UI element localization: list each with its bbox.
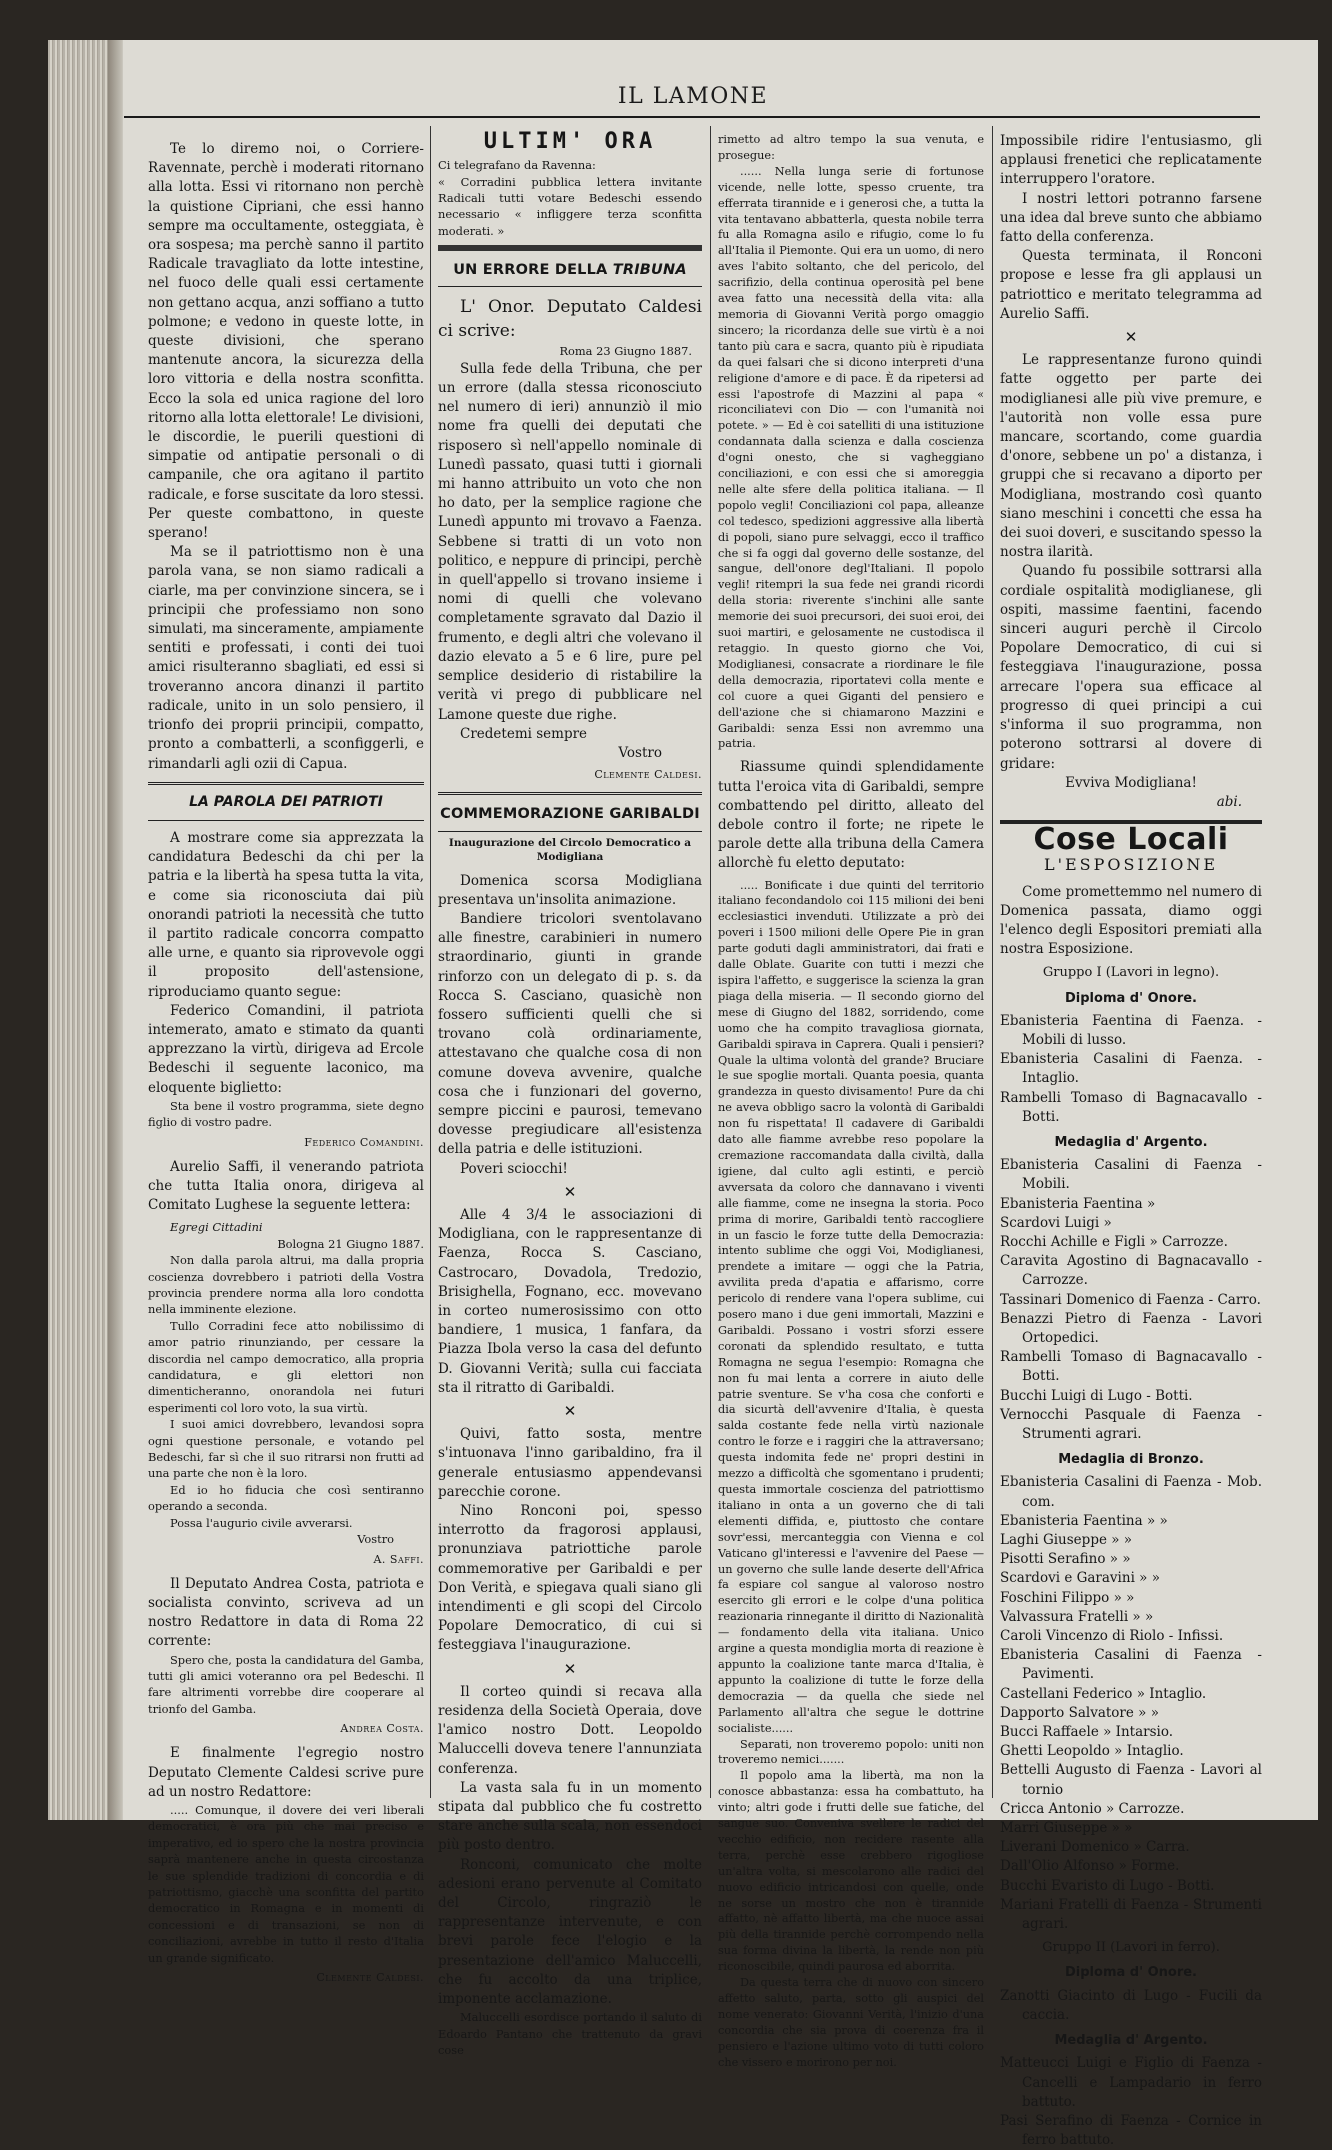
letter-paragraph: I suoi amici dovrebbero, levandosi sopra ogni questione personale, e votando pel Bedeschi, far sì che il suo ritrarsi non frutti ad una parte che non è la loro. xyxy=(148,1417,424,1481)
column-4 xyxy=(1000,132,1262,2150)
cross-separator-icon: ✕ xyxy=(563,1402,577,1420)
quote: Sta bene il vostro programma, siete degno figlio di vostro padre. xyxy=(148,1098,424,1130)
award-entry: Ghetti Leopoldo » Intaglio. xyxy=(1000,1743,1184,1760)
speech-quote: ..... Bonificate i due quinti del territorio italiano fecondandolo coi 115 milioni dei beni ecclesiastici invenduti. Utilizzate a prò dei poveri i 1500 milioni delle Opere Pie in gran parte goduti dagli amministratori, dai frati e dalle Oblate. Guarite con tutti i mezzi che ispira l'affetto, e suggerisce la scienza la gran piaga della miseria. — Il secondo giorno del mese di Giugno del 1882, sorridendo, come uomo che ha compito travagliosa giornata, Garibaldi spirava in Caprera. Quali i pensieri? Quale la ultima volontà del grande? Bruciare le sue spoglie mortali. Quanta poesia, quanta grandezza in questo divisamento! Pure da chi ne aveva obbligo sacro la volontà di Garibaldi non fu rispettata! Il cadavere di Garibaldi dato alle fiamme avrebbe reso popolare la cremazione raccomandata dalla civiltà, dalla igiene, dal culto agli estinti, e perciò avversata da coloro che dannavano i viventi alle fiamme, come ne insegna la storia. Poco prima di morire, Garibaldi tentò raccogliere in un fascio le forze tutte della Democrazia: intento sublime che oggi Voi, Modiglianesi, prendete a imitare — oggi che la Patria, avvilita preda d'apatia e affarismo, corre pericolo di rendere vana l'opera sublime, cui posero mano i due geni immortali, Mazzini e Garibaldi. Possano i vostri sforzi essere coronati da splendido resultato, e tutta Romagna ne segua l'esempio: Romagna che non fu mai lenta a correre in aiuto delle patrie sventure. Se v'ha cosa che conforti e dia sicurtà dell'avvenire d'Italia, è questa salda costante fede nella virtù nazionale contro le forze e i raggiri che la attraversano; questa indomita fede ne' propri destini in mezzo a difficoltà che sgomentano i prudenti; questa immortale coscienza del patriottismo italiano in onta a un governo che di tali elementi diffida, e, piuttosto che contare sovr'essi, mercanteggia con Vienna e col Vaticano gl'interessi e l'avvenire del Paese — un governo che sulle lande deserte dell'Africa fa espiare col sangue al valoroso nostro esercito gli errori e le colpe d'una politica reazionaria rinnegante il diritto di Nazionalità — fondamento della vita italiana. Unico argine a questa mondiglia morta di reazione è appunto la coalizione tante marca d'Italia, è appunto la coalizione di tutte le forze della democrazia — da quella che siede nel Parlamento all'altra che segue le dottrine socialiste...... xyxy=(718,878,984,1735)
article-paragraph: Federico Comandini, il patriota intemerato, amato e stimato da quanti apprezzano la virtù, dirigeva ad Ercole Bedeschi il seguente laconico, ma eloquente biglietto: xyxy=(148,1002,424,1096)
article-paragraph: Riassume quindi splendidamente tutta l'eroica vita di Garibaldi, sempre combattendo pel diritto, alleato del debole contro il forte; ne ripete le parole dette alla tribuna della Camera allorchè fu eletto deputato: xyxy=(718,759,984,872)
award-entry: Caravita Agostino di Bagnacavallo - Carrozze. xyxy=(1000,1253,1262,1289)
heading-text: UN ERRORE DELLA xyxy=(453,262,613,279)
article-paragraph: rimetto ad altro tempo la sua venuta, e prosegue: xyxy=(718,133,984,162)
column-2 xyxy=(438,129,702,2059)
article-paragraph: Questa terminata, il Ronconi propose e lesse fra gli applausi un patriottico e meritato telegramma ad Aurelio Saffi. xyxy=(1000,248,1262,322)
article-paragraph: Alle 4 3/4 le associazioni di Modigliana, con le rappresentanze di Faenza, Rocca S. Casciano, Castrocaro, Dovadola, Tredozio, Brisighella, Fognano, ecc. movevano in corteo numerosissimo con otto bandiere, 1 musica, 1 fanfara, da Piazza Ibola verso la casa del defunto D. Giovanni Verità; sulla cui facciata sta il ritratto di Garibaldi. xyxy=(438,1206,702,1396)
article-paragraph: Bandiere tricolori sventolavano alle finestre, carabinieri in numero straordinario, giunti in grande rinforzo con un delegato di p. s. da Rocca S. Casciano, quasichè non fossero sufficienti quelli che si trovano colà ordinariamente, attestavano che qualche cosa di non comune doveva avvenire, qualche cosa che i funzionari del governo, sempre piccini e paurosi, temevano dovesse pregiudicare all'esistenza della patria e delle istituzioni. xyxy=(438,910,702,1158)
award-entry: Caroli Vincenzo di Riolo - Infissi. xyxy=(1000,1628,1224,1645)
award-entry: Rambelli Tomaso di Bagnacavallo - Botti. xyxy=(1000,1349,1262,1385)
letter-paragraph: Tullo Corradini fece atto nobilissimo di amor patrio rinunziando, per cessare la discordia nel campo democratico, alla propria candidatura, e gli elettori non dimenticheranno, onorandola nei futuri esperimenti col loro voto, la sua virtù. xyxy=(148,1318,424,1415)
column-3 xyxy=(718,132,984,2071)
article-paragraph: La vasta sala fu in un momento stipata dal pubblico che fu costretto stare anche sulla scala, non essendoci più posto dentro. xyxy=(438,1779,702,1854)
quote: ..... Comunque, il dovere dei veri liberali democratici, è ora più che mai preciso e imperativo, ed io spero che la nostra provincia saprà mantenere anche in questa circostanza le sue splendide tradizioni di concordia e di patriottismo, giacchè una sconfitta del partito democratico in Romagna e in momenti di concessioni e di transazioni, se non di conciliazioni, avrebbe in tutto il resto d'Italia un grande significato. xyxy=(148,1802,424,1965)
article-paragraph: Il corteo quindi si recava alla residenza della Società Operaia, dove l'amico nostro Dott. Leopoldo Maluccelli doveva tenere l'annunziata conferenza. xyxy=(438,1683,702,1777)
heading-cose-locali: Cose Locali xyxy=(1033,822,1229,858)
award-entry: Matteucci Luigi e Figlio di Faenza - Cancelli e Lampadario in ferro battuto. xyxy=(1000,2055,1262,2110)
award-entry: Vernocchi Pasquale di Faenza - Strumenti agrari. xyxy=(1000,1406,1262,1442)
award-entry: Zanotti Giacinto di Lugo - Fucili da caccia. xyxy=(1000,1987,1262,2023)
award-entry: Ebanisteria Casalini di Faenza - Pavimenti. xyxy=(1000,1647,1262,1683)
article-paragraph: Impossibile ridire l'entusiasmo, gli applausi frenetici che replicatamente interruppero l'oratore. xyxy=(1000,133,1262,188)
award-entry: Ebanisteria Casalini di Faenza - Mobili. xyxy=(1000,1157,1262,1193)
article-paragraph: Sulla fede della Tribuna, che per un errore (dalla stessa riconosciuto nel numero di ieri) annunziò il mio nome fra quelli dei deputati che risposero sì nell'appello nominale di Lunedì passato, quasi tutti i giornali mi hanno attribuito un voto che non ho dato, per la semplice ragione che Lunedì appunto mi trovavo a Faenza. Sebbene si tratti di un voto non politico, e neppure di principi, perchè in quell'appello si trovano insieme i nomi di quelli che volevano completamente sgravato dal Dazio il frumento, e degli altri che volevano il dazio elevato a 5 e 6 lire, pure pel semplice desiderio di ristabilire la verità vi prego di pubblicare nel Lamone queste due righe. xyxy=(438,360,702,723)
article-paragraph: A mostrare come sia apprezzata la candidatura Bedeschi da chi per la patria e la libertà ha spesa tutta la vita, e come sia riconosciuta dai più onorandi patrioti la necessità che tutto il partito radicale concorra compatto alle urne, e quanto sia riprovevole oggi il proposito dell'astensione, riproduciamo quanto segue: xyxy=(148,829,424,1000)
cross-separator-icon: ✕ xyxy=(563,1182,577,1201)
award-entry: Mariani Fratelli di Faenza - Strumenti agrari. xyxy=(1000,1896,1262,1933)
heading-underline xyxy=(438,831,702,832)
signature: Clemente Caldesi. xyxy=(594,768,702,782)
masthead-rule xyxy=(124,116,1260,118)
newspaper-title: IL LAMONE xyxy=(617,84,769,109)
heading-esposizione: L'ESPOSIZIONE xyxy=(1043,855,1219,875)
award-entry: Scardovi Luigi » xyxy=(1000,1214,1112,1231)
article-paragraph: Quivi, fatto sosta, mentre s'intuonava l'inno garibaldino, fra il generale entusiasmo appendevansi parecchie corone. xyxy=(438,1426,702,1500)
article-paragraph: Domenica scorsa Modigliana presentava un'insolita animazione. xyxy=(438,872,702,908)
award-entry: Foschini Filippo » » xyxy=(1000,1589,1135,1606)
heading-underline xyxy=(148,820,424,821)
award-entry: Bettelli Augusto di Faenza - Lavori al tornio xyxy=(1000,1762,1262,1798)
article-paragraph: Come promettemmo nel numero di Domenica passata, diamo oggi l'elenco degli Espositori premiati alla nostra Esposizione. xyxy=(1000,883,1262,958)
heading-errore-tribuna xyxy=(438,261,702,280)
article-paragraph: Il Deputato Andrea Costa, patriota e socialista convinto, scriveva ad un nostro Redattore in data di Roma 22 corrente: xyxy=(148,1575,424,1650)
award-entry: Pisotti Serafino » » xyxy=(1000,1551,1131,1568)
heading-commemorazione: COMMEMORAZIONE GARIBALDI xyxy=(440,806,700,823)
group-heading: Gruppo II (Lavori in ferro). xyxy=(1042,1940,1220,1956)
award-entry: Ebanisteria Faentina » xyxy=(1000,1195,1156,1212)
heading-ultima-ora: ULTIM' ORA xyxy=(483,129,657,154)
award-entry: Benazzi Pietro di Faenza - Lavori Ortopedici. xyxy=(1000,1310,1262,1346)
article-paragraph: Poveri sciocchi! xyxy=(460,1160,568,1177)
letter-date: Roma 23 Giugno 1887. xyxy=(559,344,692,359)
award-entry: Bucchi Luigi di Lugo - Botti. xyxy=(1000,1387,1193,1404)
column-1 xyxy=(148,140,424,1993)
column-rule xyxy=(430,126,431,1798)
award-list xyxy=(1000,1473,1262,1934)
article-paragraph: Aurelio Saffi, il venerando patriota che tutta Italia onora, dirigeva al Comitato Lughese la seguente lettera: xyxy=(148,1158,424,1214)
letter-paragraph: Ed io ho fiducia che così sentiranno operando a seconda. xyxy=(148,1482,424,1514)
award-entry: Scardovi e Garavini » » xyxy=(1000,1570,1160,1587)
article-paragraph: Quando fu possibile sottrarsi alla cordiale ospitalità modiglianese, gli ospiti, massime faentini, facendo sinceri auguri perchè il Circolo Popolare Democratico, di cui si festeggiava l'inaugurazione, possa arrecare l'opera sua efficace al progresso di quei principi a cui s'informa il suo programma, non poterono sottrarsi al dovere di gridare: xyxy=(1000,563,1262,772)
award-entry: Tassinari Domenico di Faenza - Carro. xyxy=(1000,1291,1261,1308)
letter-closing: Vostro xyxy=(618,744,662,761)
award-entry: Cricca Antonio » Carrozze. xyxy=(1000,1800,1185,1817)
award-entry: Liverani Domenico » Carra. xyxy=(1000,1839,1190,1856)
article-paragraph: Ronconi, comunicato che molte adesioni erano pervenute al Comitato del Circolo, ringraziò le rappresentanze intervenute, e con brevi parole fece l'elogio e la presentazione dell'amico Maluccelli, che fu accolto da una triplice, imponente acclamazione. xyxy=(438,1856,702,2008)
signature: Federico Comandini. xyxy=(304,1135,424,1149)
letter-date: Bologna 21 Giugno 1887. xyxy=(277,1236,424,1251)
award-list xyxy=(1000,1012,1262,1127)
article-paragraph: Ma se il patriottismo non è una parola vana, se non siamo radicali a ciarle, ma per convinzione sincera, se i principii che professiamo non sono simulati, ma sinceramente, ampiamente sentiti e professati, i conti dei tuoi amici risulteranno sbagliati, ed essi si troveranno ancora dinanzi il partito radicale, unito in un solo pensiero, il trionfo dei proprii principii, compatto, pronto a combatterli, a sconfiggerli, e rimandarli agli ozii di Capua. xyxy=(148,544,424,772)
article-paragraph: I nostri lettori potranno farsene una idea dal breve sunto che abbiamo fatto della conferenza. xyxy=(1000,190,1262,246)
award-category: Medaglia d' Argento. xyxy=(1054,2033,1208,2049)
award-entry: Pasi Serafino di Faenza - Cornice in ferro battuto. xyxy=(1000,2112,1262,2149)
award-category: Diploma d' Onore. xyxy=(1065,990,1197,1006)
quote: Spero che, posta la candidatura del Gamba, tutti gli amici voteranno ora pel Bedeschi. Il fare altrimenti vorrebbe dire cooperare al trionfo del Gamba. xyxy=(148,1652,424,1716)
section-divider xyxy=(438,245,702,251)
award-list xyxy=(1000,1156,1262,1444)
award-category: Medaglia di Bronzo. xyxy=(1058,1452,1204,1468)
cross-separator-icon: ✕ xyxy=(563,1659,577,1678)
letter-salutation: Egregi Cittadini xyxy=(170,1220,263,1235)
speech-quote: Separati, non troveremo popolo: uniti non troveremo nemici....... xyxy=(718,1737,984,1767)
award-list xyxy=(1000,1987,1262,2025)
article-intro: Te lo diremo noi, o Corriere-Ravennate, perchè i moderati ritornano alla lotta. Essi vi ritornano non perchè la quistione Cipriani, che essi hanno sempre ma occultamente, osteggiata, è ora sospesa; ma perchè sanno il partito Radicale travagliato da lotte intestine, nel fuoco delle quali essi certamente non gettano acqua, anzi soffiano a tutto polmone; e vedono in queste lotte, in queste divisioni, che sperano mantenute ancora, la sicurezza della loro vittoria e della nostra sconfitta. Ecco la sola ed unica ragione del loro ritorno alla lotta elettorale! Le divisioni, le discordie, le puerili questioni di simpatie od antipatie personali o di campanile, che ora agitano il partito radicale, e forse suscitate da loro stessi. Per queste combattono, in queste sperano! xyxy=(148,141,424,542)
letter-closing: Vostro xyxy=(357,1532,394,1547)
speech-quote: ...... Nella lunga serie di fortunose vicende, nelle lotte, spesso cruente, tra efferrata tirannide e i generosi che, a tutta la vita tentavano abbatterla, questa nobile terra fu alla Romagna asilo e rifugio, come lo fu all'Italia il Piemonte. Qui era un uomo, di nero aves l'abito soltanto, che del pericolo, del sacrifizio, della continua operosità pel bene avea fatto una necessità della vita: alla memoria di Giovanni Verità porgo omaggio sincero; la ricordanza delle sue virtù è a noi tanto più cara e sacra, quanto più è ripudiata da quei falsari che si dicono interpreti d'una religione d'amore e di pace. È da ripetersi ad essi l'apostrofe di Mazzini al papa « riconciliatevi con Dio — con l'umanità noi potete. » — Ed è coi satelliti di una istituzione condannata dalla scienza e dalla coscienza d'ogni onesto, che si vagheggiano conciliazioni, e con essi che si amoreggia nelle alte sfere della politica italiana. — Il popolo vegli! Conciliazioni col papa, alleanze col tedesco, spedizioni aggressive alla libertà di popoli, siano pure selvaggi, ecco il traffico che si fa oggi dal governo delle sostanze, del sangue, dell'onore degl'Italiani. Il popolo vegli! ritempri la sua fede nei grandi ricordi della storia: riverente s'inchini alle sante memorie dei suoi precursori, dei suoi eroi, dei suoi martiri, e gelosamente ne custodisca il retaggio. In questo giorno che Voi, Modiglianesi, consacrate a riordinare le file della democrazia, riportatevi colla mente e col cuore a quei Giganti del pensiero e dell'azione che si chiamarono Mazzini e Garibaldi: senza Essi non avremmo una patria. xyxy=(718,164,984,751)
article-paragraph: Credetemi sempre xyxy=(460,725,588,742)
award-entry: Bucchi Evaristo di Lugo - Botti. xyxy=(1000,1877,1215,1894)
award-category: Diploma d' Onore. xyxy=(1065,1965,1197,1981)
signature: A. Saffi. xyxy=(373,1552,424,1566)
article-paragraph: Maluccelli esordisce portando il saluto di Edoardo Pantano che trattenuto da gravi cose xyxy=(438,2010,702,2058)
award-entry: Ebanisteria Faentina » » xyxy=(1000,1512,1168,1529)
heading-parola-patrioti: LA PAROLA DEI PATRIOTI xyxy=(189,793,383,810)
subheading: Inaugurazione del Circolo Democratico a Modigliana xyxy=(448,836,692,863)
award-entry: Dall'Olio Alfonso » Forme. xyxy=(1000,1858,1180,1875)
article-paragraph: E finalmente l'egregio nostro Deputato Clemente Caldesi scrive pure ad un nostro Redattore: xyxy=(148,1745,424,1800)
award-entry: Castellani Federico » Intaglio. xyxy=(1000,1685,1207,1702)
article-paragraph: Le rappresentanze furono quindi fatte oggetto per parte dei modiglianesi alle più vive premure, e l'autorità non volle essa pure mancare, scortando, come guardia d'onore, sebbene un po' a distanza, i gruppi che si recavano a diporto per Modigliana, mostrando così quanto siano meschini i concetti che essa ha dei suoi doveri, e suscitando spesso la nostra ilarità. xyxy=(1000,352,1262,561)
award-entry: Rambelli Tomaso di Bagnacavallo - Botti. xyxy=(1000,1089,1262,1125)
book-spine xyxy=(48,40,108,1820)
award-entry: Ebanisteria Casalini di Faenza - Mob. com. xyxy=(1000,1474,1262,1510)
award-entry: Laghi Giuseppe » » xyxy=(1000,1532,1133,1549)
award-entry: Ebanisteria Faentina di Faenza. - Mobili di lusso. xyxy=(1000,1012,1262,1048)
award-list xyxy=(1000,2054,1262,2150)
cross-separator-icon: ✕ xyxy=(1124,328,1138,347)
award-category: Medaglia d' Argento. xyxy=(1054,1134,1208,1150)
award-entry: Marri Giuseppe » » xyxy=(1000,1820,1133,1837)
signature: Clemente Caldesi. xyxy=(316,1971,424,1985)
page-gutter xyxy=(108,40,122,1820)
author-initials: abi. xyxy=(1216,793,1242,810)
letter-paragraph: Non dalla parola altrui, ma dalla propria coscienza dovrebbero i patrioti della Vostra provincia prendere norma alla loro condotta nella imminente elezione. xyxy=(148,1253,424,1317)
article-lead: L' Onor. Deputato Caldesi ci scrive: xyxy=(438,297,702,342)
award-entry: Rocchi Achille e Figli » Carrozze. xyxy=(1000,1233,1228,1250)
heading-text-italic: TRIBUNA xyxy=(612,262,687,279)
award-entry: Valvassura Fratelli » » xyxy=(1000,1608,1154,1625)
speech-quote: Da questa terra che di nuovo con sincero affetto saluto, parta, sotto gli auspici del nome venerato: Giovanni Verità, l'inizio d'una concordia che sia prova di coerenza fra il pensiero e l'azione ultimo voto di tutti coloro che vissero e morirono per noi. xyxy=(718,1976,984,2069)
speech-quote: Il popolo ama la libertà, ma non la conosce abbastanza: essa ha combattuto, ha vinto; altri gode i frutti delle sue fatiche, del sangue suo. Conveniva svellere le radici del vecchio edificio, non recidere rasente alla terra, perchè esse crebbero rigogliose un'altra volta, si mescolarono alle radici del nuovo edificio intricandosi con quelle, onde ne sorse un mostro che non è tirannide affatto, nè affatto libertà, ma che nuoce assai più della tirannide perchè corrompendo nella sua forma divina la libertà, la rende non più riconoscibile, quindi paurosa ed aborrita. xyxy=(718,1769,984,1974)
section-divider xyxy=(438,792,702,795)
award-entry: Dapporto Salvatore » » xyxy=(1000,1704,1159,1721)
award-entry: Ebanisteria Casalini di Faenza. - Intaglio. xyxy=(1000,1051,1262,1087)
letter-paragraph: Possa l'augurio civile avverarsi. xyxy=(170,1515,353,1530)
section-divider xyxy=(148,782,424,785)
column-rule xyxy=(992,126,993,1798)
heading-underline xyxy=(438,286,702,287)
column-rule xyxy=(710,126,711,1798)
group-heading: Gruppo I (Lavori in legno). xyxy=(1042,965,1220,981)
signature: Andrea Costa. xyxy=(340,1722,424,1736)
telegram-text: « Corradini pubblica lettera invitante Radicali tutti votare Bedeschi essendo necessario « infliggere terza sconfitta moderati. » xyxy=(438,174,702,238)
telegram-intro: Ci telegrafano da Ravenna: xyxy=(438,158,596,173)
award-entry: Bucci Raffaele » Intarsio. xyxy=(1000,1724,1174,1741)
closing-cry: Evviva Modigliana! xyxy=(1065,774,1197,791)
article-paragraph: Nino Ronconi poi, spesso interrotto da fragorosi applausi, pronunziava patriottiche parole commemorative per Garibaldi e per Don Verità, e spiegava quali siano gli intendimenti e gli scopi del Circolo Popolare Democratico, di cui si festeggiava l'inaugurazione. xyxy=(438,1503,702,1654)
